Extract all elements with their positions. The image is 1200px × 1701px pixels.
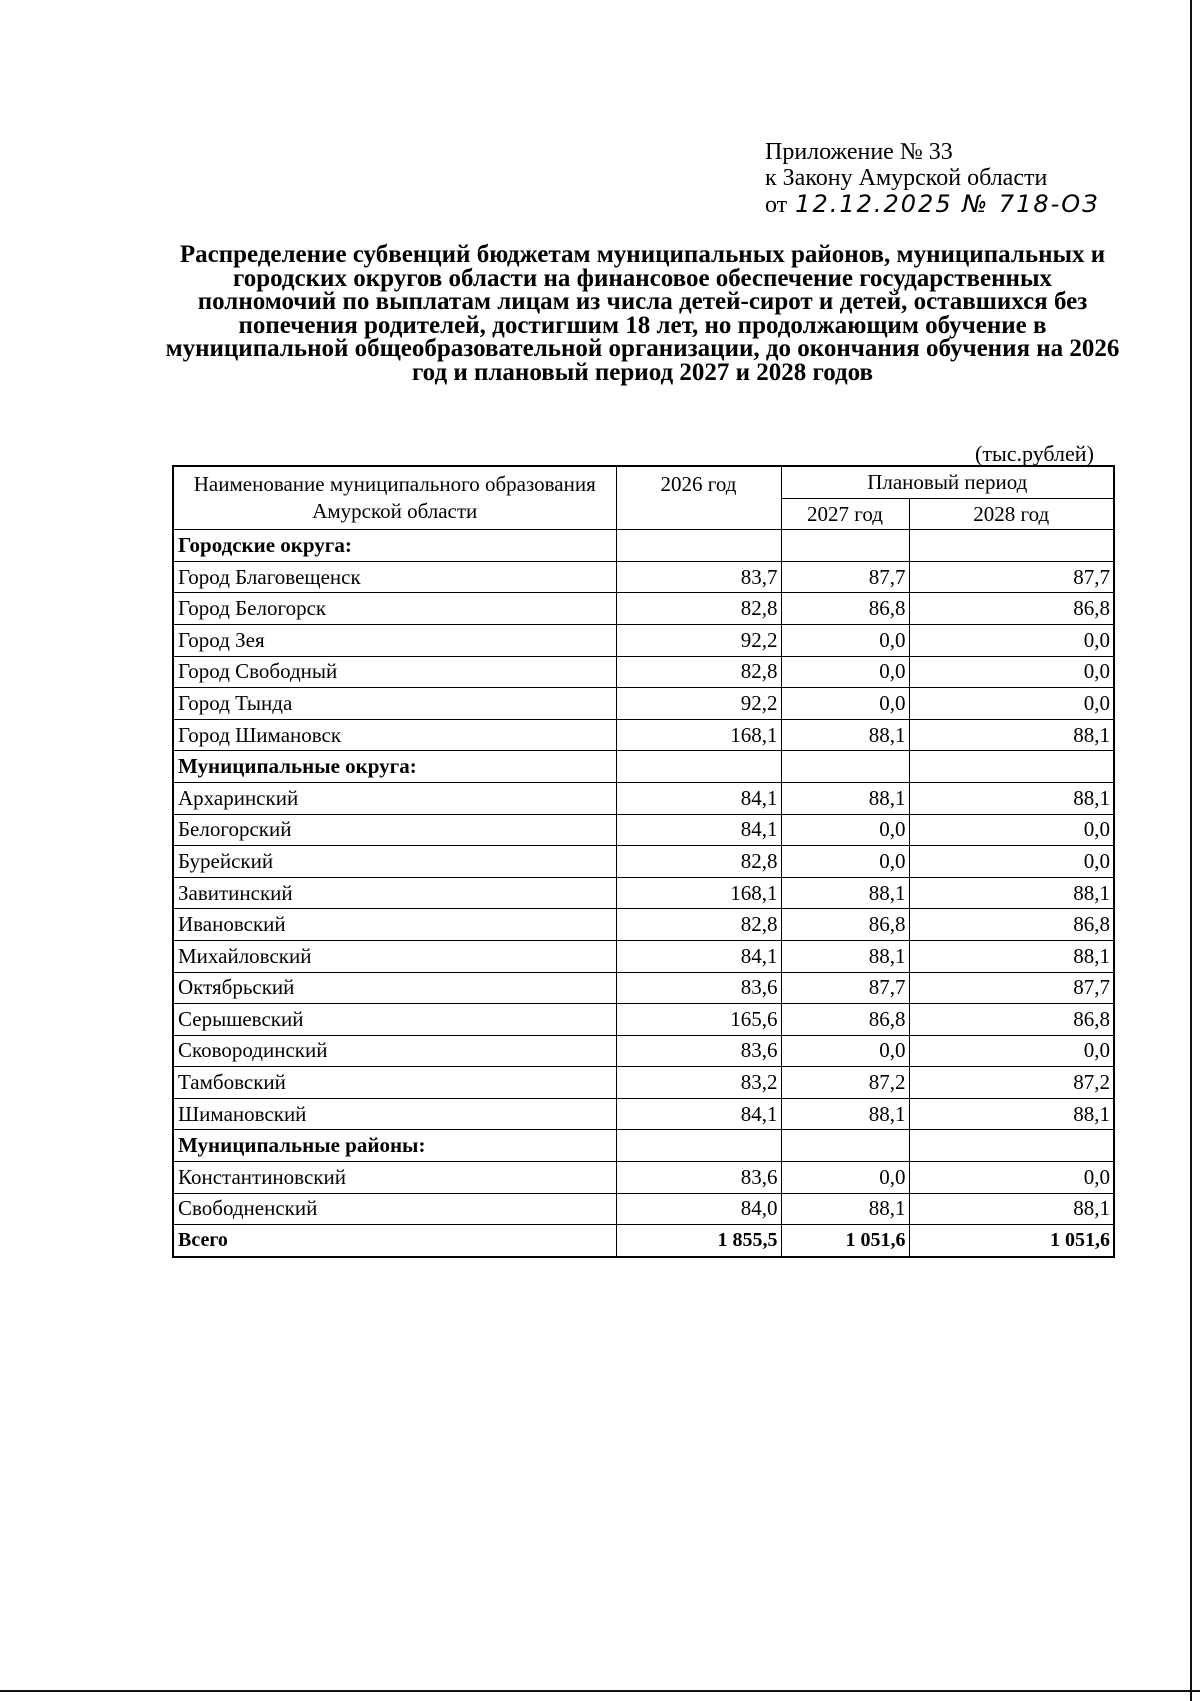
- section-row: [173, 751, 1114, 783]
- value-2028: 86,8: [909, 1004, 1114, 1036]
- value-2026: 82,8: [616, 846, 781, 878]
- appendix-date-line: [765, 192, 1100, 217]
- table-row: [173, 688, 1114, 720]
- value-2028: 0,0: [909, 656, 1114, 688]
- value-2027: 86,8: [781, 593, 909, 625]
- value-2026: 83,6: [616, 972, 781, 1004]
- value-2028: [909, 751, 1114, 783]
- value-2028: 0,0: [909, 814, 1114, 846]
- value-2028: 87,7: [909, 972, 1114, 1004]
- value-2027: [781, 751, 909, 783]
- value-2026: 84,1: [616, 814, 781, 846]
- table-row: [173, 814, 1114, 846]
- municipality-name: Сковородинский: [173, 1035, 616, 1067]
- table-row: [173, 782, 1114, 814]
- header-2028: 2028 год: [909, 498, 1114, 530]
- table-row: [173, 1035, 1114, 1067]
- section-title: Муниципальные районы:: [173, 1130, 616, 1162]
- section-row: [173, 1130, 1114, 1162]
- appendix-date-prefix: от: [765, 192, 788, 218]
- municipality-name: Тамбовский: [173, 1067, 616, 1099]
- value-2027: 0,0: [781, 846, 909, 878]
- value-2028: 88,1: [909, 782, 1114, 814]
- value-2028: [909, 1130, 1114, 1162]
- value-2027: 88,1: [781, 877, 909, 909]
- value-2028: 88,1: [909, 719, 1114, 751]
- value-2027: 0,0: [781, 1162, 909, 1194]
- section-title: Городские округа:: [173, 530, 616, 562]
- value-2026: 82,8: [616, 909, 781, 941]
- value-2028: 87,7: [909, 561, 1114, 593]
- scan-edge-bottom: [0, 1690, 1200, 1692]
- value-2028: 88,1: [909, 1098, 1114, 1130]
- value-2027: [781, 1130, 909, 1162]
- header-2027: 2027 год: [781, 498, 909, 530]
- municipality-name: Город Тында: [173, 688, 616, 720]
- total-row: [173, 1225, 1114, 1257]
- appendix-law-reference: к Закону Амурской области: [765, 165, 1048, 191]
- value-2026: [616, 751, 781, 783]
- municipality-name: Шимановский: [173, 1098, 616, 1130]
- value-2027: 87,7: [781, 561, 909, 593]
- scan-edge-right: [1190, 0, 1192, 1701]
- value-2026: 168,1: [616, 719, 781, 751]
- value-2027: 0,0: [781, 656, 909, 688]
- table-row: [173, 1193, 1114, 1225]
- table-row: [173, 1098, 1114, 1130]
- header-2026: 2026 год: [616, 466, 781, 530]
- municipality-name: Ивановский: [173, 909, 616, 941]
- municipality-name: Город Благовещенск: [173, 561, 616, 593]
- table-row: [173, 1162, 1114, 1194]
- value-2027: 88,1: [781, 1193, 909, 1225]
- municipality-name: Белогорский: [173, 814, 616, 846]
- table-row: [173, 561, 1114, 593]
- subvention-table: [172, 465, 1115, 1258]
- value-2026: 84,1: [616, 782, 781, 814]
- table-row: [173, 940, 1114, 972]
- value-2027: 0,0: [781, 688, 909, 720]
- value-2026: [616, 530, 781, 562]
- value-2026: 84,1: [616, 1098, 781, 1130]
- municipality-name: Город Зея: [173, 624, 616, 656]
- value-2027: 88,1: [781, 719, 909, 751]
- table-body: [173, 530, 1114, 1257]
- table-row: [173, 846, 1114, 878]
- municipality-name: Архаринский: [173, 782, 616, 814]
- value-2026: 83,6: [616, 1162, 781, 1194]
- table-row: [173, 877, 1114, 909]
- value-2027: [781, 530, 909, 562]
- value-2028: 0,0: [909, 688, 1114, 720]
- value-2027: 0,0: [781, 1035, 909, 1067]
- table-row: [173, 624, 1114, 656]
- table-row: [173, 909, 1114, 941]
- value-2027: 88,1: [781, 1098, 909, 1130]
- table-row: [173, 656, 1114, 688]
- header-planned-period: Плановый период: [781, 466, 1114, 498]
- value-2028: 86,8: [909, 909, 1114, 941]
- section-row: [173, 530, 1114, 562]
- value-2026: 168,1: [616, 877, 781, 909]
- table-row: [173, 972, 1114, 1004]
- table-row: [173, 719, 1114, 751]
- table-row: [173, 1004, 1114, 1036]
- value-2026: 84,1: [616, 940, 781, 972]
- value-2027: 86,8: [781, 1004, 909, 1036]
- municipality-name: Город Шимановск: [173, 719, 616, 751]
- value-2026: 82,8: [616, 656, 781, 688]
- header-name: Наименование муниципального образования Амурской области: [173, 466, 616, 530]
- municipality-name: Серышевский: [173, 1004, 616, 1036]
- value-2026: 83,6: [616, 1035, 781, 1067]
- value-2027: 88,1: [781, 940, 909, 972]
- units-label: (тыс.рублей): [975, 441, 1094, 466]
- value-2027: 88,1: [781, 782, 909, 814]
- value-2027: 0,0: [781, 624, 909, 656]
- value-2027: 87,2: [781, 1067, 909, 1099]
- table-row: [173, 593, 1114, 625]
- municipality-name: Всего: [173, 1225, 616, 1257]
- municipality-name: Город Белогорск: [173, 593, 616, 625]
- municipality-name: Город Свободный: [173, 656, 616, 688]
- handwritten-date-number: 12.12.2025 № 718-ОЗ: [795, 190, 1100, 218]
- value-2026: 83,7: [616, 561, 781, 593]
- municipality-name: Октябрьский: [173, 972, 616, 1004]
- municipality-name: Константиновский: [173, 1162, 616, 1194]
- value-2028: 87,2: [909, 1067, 1114, 1099]
- value-2028: 0,0: [909, 1035, 1114, 1067]
- table-row: [173, 1067, 1114, 1099]
- appendix-header: [765, 140, 1100, 217]
- value-2028: [909, 530, 1114, 562]
- value-2026: 82,8: [616, 593, 781, 625]
- value-2026: 165,6: [616, 1004, 781, 1036]
- value-2026: 92,2: [616, 688, 781, 720]
- value-2026: 1 855,5: [616, 1225, 781, 1257]
- value-2028: 1 051,6: [909, 1225, 1114, 1257]
- value-2026: [616, 1130, 781, 1162]
- value-2027: 1 051,6: [781, 1225, 909, 1257]
- value-2026: 84,0: [616, 1193, 781, 1225]
- appendix-number: Приложение № 33: [765, 139, 953, 165]
- value-2028: 0,0: [909, 1162, 1114, 1194]
- municipality-name: Бурейский: [173, 846, 616, 878]
- municipality-name: Михайловский: [173, 940, 616, 972]
- value-2026: 83,2: [616, 1067, 781, 1099]
- value-2027: 87,7: [781, 972, 909, 1004]
- value-2028: 88,1: [909, 1193, 1114, 1225]
- value-2028: 88,1: [909, 877, 1114, 909]
- value-2028: 0,0: [909, 846, 1114, 878]
- value-2028: 88,1: [909, 940, 1114, 972]
- value-2026: 92,2: [616, 624, 781, 656]
- municipality-name: Свободненский: [173, 1193, 616, 1225]
- value-2028: 86,8: [909, 593, 1114, 625]
- municipality-name: Завитинский: [173, 877, 616, 909]
- value-2027: 86,8: [781, 909, 909, 941]
- section-title: Муниципальные округа:: [173, 751, 616, 783]
- value-2027: 0,0: [781, 814, 909, 846]
- document-title: Распределение субвенций бюджетам муниципальных районов, муниципальных и городских округов области на финансовое обеспечение государственных полномочий по выплатам лицам из числа детей-сирот и детей, оставшихся без попечения родителей, достигшим 18 лет, но продолжающим обучение в муниципальной общеобразовательной организации, до окончания обучения на 2026 год и плановый период 2027 и 2028 годов: [165, 241, 1120, 386]
- value-2028: 0,0: [909, 624, 1114, 656]
